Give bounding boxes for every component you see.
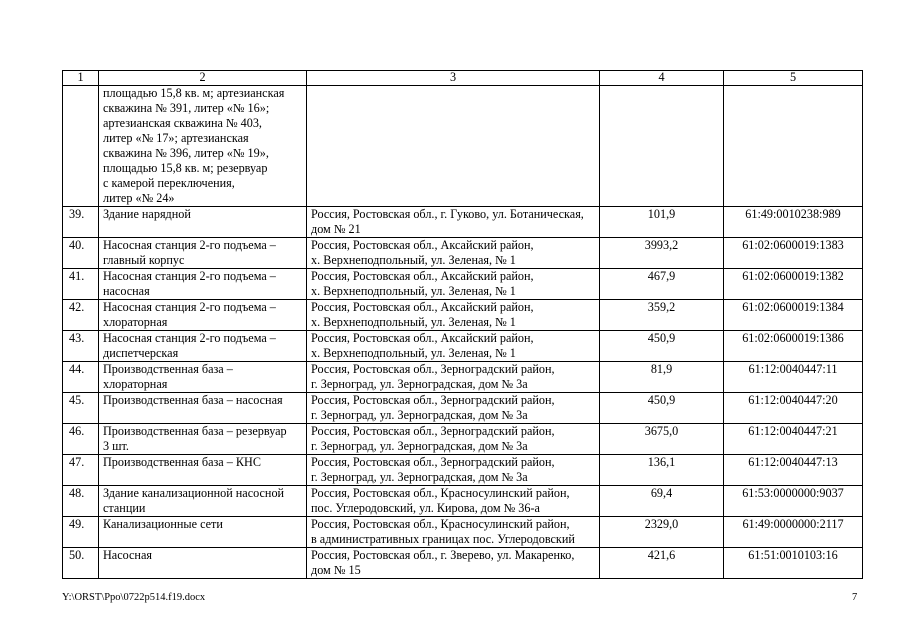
table-row-continued [63, 86, 863, 207]
cell-address [307, 548, 600, 579]
cell-address [307, 331, 600, 362]
cell-address [307, 86, 600, 207]
table-row [63, 424, 863, 455]
table-body [63, 86, 863, 579]
cell-area: 101,9 [600, 207, 724, 238]
cell-area: 81,9 [600, 362, 724, 393]
cell-name [99, 269, 307, 300]
table-row [63, 517, 863, 548]
cell-cadastral: 61:02:0600019:1386 [724, 331, 863, 362]
cell-number: 50. [63, 548, 99, 579]
cell-address [307, 207, 600, 238]
cell-area: 3993,2 [600, 238, 724, 269]
cell-number: 39. [63, 207, 99, 238]
name-line: Здание канализационной насосной [103, 486, 285, 500]
name-line: Насосная станция 2-го подъема – [103, 238, 276, 252]
cell-name [99, 238, 307, 269]
cell-address [307, 486, 600, 517]
name-line: 3 шт. [103, 439, 129, 453]
cell-name [99, 424, 307, 455]
name-line: Производственная база – резервуар [103, 424, 287, 438]
cell-number: 43. [63, 331, 99, 362]
name-line: Насосная станция 2-го подъема – [103, 331, 276, 345]
address-line: дом № 21 [311, 222, 361, 236]
name-line: литер «№ 24» [103, 191, 175, 205]
table-row [63, 393, 863, 424]
cell-name [99, 207, 307, 238]
name-line: с камерой переключения, [103, 176, 235, 190]
table-row [63, 455, 863, 486]
address-line: Россия, Ростовская обл., Зерноградский район, [311, 455, 555, 469]
address-line: Россия, Ростовская обл., Аксайский район, [311, 331, 534, 345]
cell-name [99, 86, 307, 207]
address-line: Россия, Ростовская обл., Аксайский район, [311, 269, 534, 283]
name-line: Производственная база – насосная [103, 393, 283, 407]
address-line: Россия, Ростовская обл., г. Зверево, ул. Макаренко, [311, 548, 575, 562]
cell-address [307, 238, 600, 269]
cell-cadastral: 61:12:0040447:20 [724, 393, 863, 424]
name-line: Здание нарядной [103, 207, 191, 221]
name-line: диспетчерская [103, 346, 179, 360]
cell-area: 467,9 [600, 269, 724, 300]
cell-area [600, 86, 724, 207]
cell-area: 450,9 [600, 393, 724, 424]
cell-address [307, 455, 600, 486]
cell-name [99, 548, 307, 579]
cell-address [307, 269, 600, 300]
address-line: х. Верхнеподпольный, ул. Зеленая, № 1 [311, 315, 516, 329]
address-line: Россия, Ростовская обл., г. Гуково, ул. Ботаническая, [311, 207, 584, 221]
address-line: г. Зерноград, ул. Зерноградская, дом № 3а [311, 439, 528, 453]
name-line: Канализационные сети [103, 517, 223, 531]
cell-area: 450,9 [600, 331, 724, 362]
header-col-2: 2 [99, 71, 307, 86]
header-col-4: 4 [600, 71, 724, 86]
name-line: Производственная база – КНС [103, 455, 261, 469]
address-line: г. Зерноград, ул. Зерноградская, дом № 3а [311, 377, 528, 391]
cell-number: 49. [63, 517, 99, 548]
cell-cadastral: 61:02:0600019:1382 [724, 269, 863, 300]
address-line: дом № 15 [311, 563, 361, 577]
cell-name [99, 455, 307, 486]
cell-cadastral: 61:49:0000000:2117 [724, 517, 863, 548]
cell-number: 45. [63, 393, 99, 424]
cell-address [307, 424, 600, 455]
cell-area: 421,6 [600, 548, 724, 579]
address-line: Россия, Ростовская обл., Аксайский район, [311, 300, 534, 314]
address-line: Россия, Ростовская обл., Зерноградский район, [311, 393, 555, 407]
table-row [63, 300, 863, 331]
cell-cadastral: 61:02:0600019:1384 [724, 300, 863, 331]
cell-number: 40. [63, 238, 99, 269]
cell-name [99, 486, 307, 517]
table-row [63, 362, 863, 393]
name-line: хлораторная [103, 315, 168, 329]
address-line: х. Верхнеподпольный, ул. Зеленая, № 1 [311, 284, 516, 298]
name-line: артезианская скважина № 403, [103, 116, 262, 130]
name-line: станции [103, 501, 146, 515]
cell-number [63, 86, 99, 207]
name-line: скважина № 396, литер «№ 19», [103, 146, 269, 160]
name-line: Насосная станция 2-го подъема – [103, 269, 276, 283]
table-row [63, 548, 863, 579]
table-row [63, 486, 863, 517]
cell-address [307, 362, 600, 393]
address-line: пос. Углеродовский, ул. Кирова, дом № 36-а [311, 501, 540, 515]
cell-number: 44. [63, 362, 99, 393]
name-line: насосная [103, 284, 150, 298]
cell-cadastral: 61:12:0040447:21 [724, 424, 863, 455]
cell-area: 3675,0 [600, 424, 724, 455]
cell-number: 46. [63, 424, 99, 455]
cell-name [99, 393, 307, 424]
cell-number: 42. [63, 300, 99, 331]
cell-cadastral: 61:12:0040447:13 [724, 455, 863, 486]
address-line: Россия, Ростовская обл., Зерноградский район, [311, 424, 555, 438]
table-row [63, 238, 863, 269]
cell-cadastral: 61:12:0040447:11 [724, 362, 863, 393]
table-row [63, 207, 863, 238]
cell-cadastral: 61:02:0600019:1383 [724, 238, 863, 269]
name-line: главный корпус [103, 253, 185, 267]
table-header [63, 71, 863, 86]
cell-area: 69,4 [600, 486, 724, 517]
cell-name [99, 300, 307, 331]
header-col-3: 3 [307, 71, 600, 86]
name-line: Насосная станция 2-го подъема – [103, 300, 276, 314]
address-line: г. Зерноград, ул. Зерноградская, дом № 3а [311, 470, 528, 484]
table-row [63, 269, 863, 300]
table-row [63, 331, 863, 362]
cell-cadastral: 61:49:0010238:989 [724, 207, 863, 238]
property-table [62, 70, 863, 579]
cell-cadastral: 61:51:0010103:16 [724, 548, 863, 579]
name-line: Производственная база – [103, 362, 233, 376]
cell-address [307, 300, 600, 331]
name-line: скважина № 391, литер «№ 16»; [103, 101, 270, 115]
cell-number: 41. [63, 269, 99, 300]
header-col-1: 1 [63, 71, 99, 86]
name-line: площадью 15,8 кв. м; резервуар [103, 161, 268, 175]
address-line: в административных границах пос. Углеродовский [311, 532, 575, 546]
cell-cadastral [724, 86, 863, 207]
cell-area: 359,2 [600, 300, 724, 331]
cell-address [307, 393, 600, 424]
address-line: Россия, Ростовская обл., Красносулинский район, [311, 486, 570, 500]
cell-area: 136,1 [600, 455, 724, 486]
address-line: г. Зерноград, ул. Зерноградская, дом № 3а [311, 408, 528, 422]
cell-area: 2329,0 [600, 517, 724, 548]
footer-page-number: 7 [852, 592, 858, 603]
cell-cadastral: 61:53:0000000:9037 [724, 486, 863, 517]
cell-name [99, 517, 307, 548]
cell-name [99, 362, 307, 393]
address-line: х. Верхнеподпольный, ул. Зеленая, № 1 [311, 346, 516, 360]
address-line: Россия, Ростовская обл., Аксайский район, [311, 238, 534, 252]
address-line: х. Верхнеподпольный, ул. Зеленая, № 1 [311, 253, 516, 267]
address-line: Россия, Ростовская обл., Зерноградский район, [311, 362, 555, 376]
name-line: Насосная [103, 548, 152, 562]
name-line: хлораторная [103, 377, 168, 391]
address-line: Россия, Ростовская обл., Красносулинский район, [311, 517, 570, 531]
header-col-5: 5 [724, 71, 863, 86]
cell-name [99, 331, 307, 362]
cell-address [307, 517, 600, 548]
name-line: литер «№ 17»; артезианская [103, 131, 249, 145]
cell-number: 47. [63, 455, 99, 486]
cell-number: 48. [63, 486, 99, 517]
footer-file-path: Y:\ORST\Ppo\0722p514.f19.docx [62, 592, 206, 603]
name-line: площадью 15,8 кв. м; артезианская [103, 86, 285, 100]
